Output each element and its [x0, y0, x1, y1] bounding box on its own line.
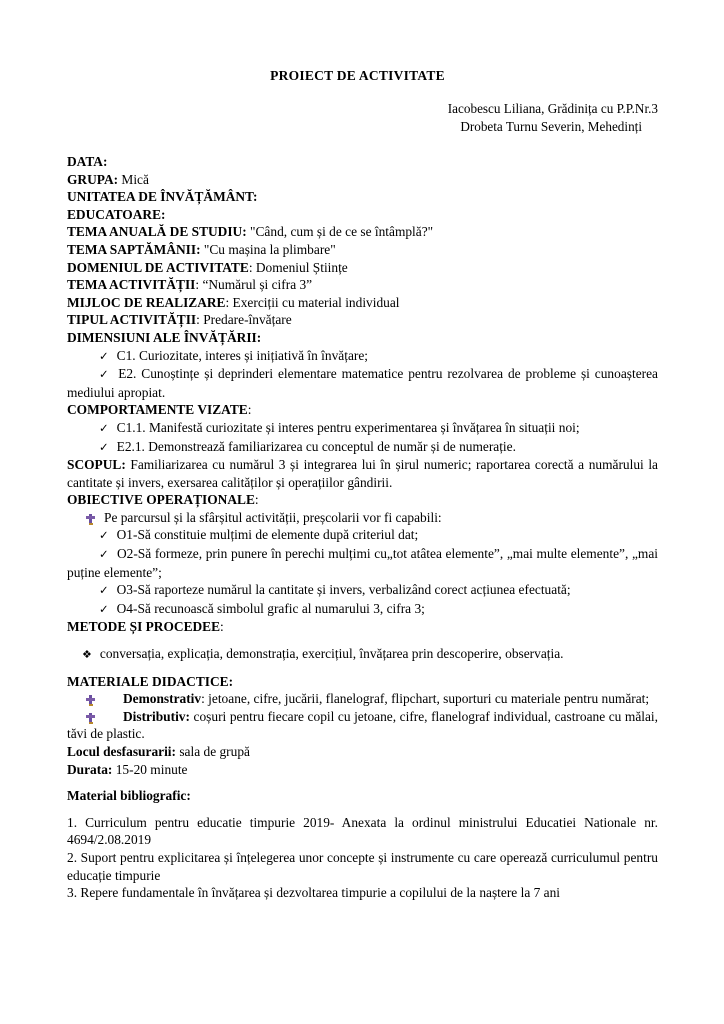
author-name-line: Iacobescu Liliana, Grădinița cu P.P.Nr.3: [447, 101, 658, 116]
section-heading-metode-text: METODE ȘI PROCEDEE: [67, 619, 221, 635]
field-grupa-value: Mică: [118, 171, 149, 187]
field-domeniu-label: DOMENIUL DE ACTIVITATE: [67, 259, 249, 275]
materiale-demonstrativ-label: Demonstrativ: [123, 691, 202, 707]
field-unitate-label: UNITATEA DE ÎNVĂȚĂMÂNT:: [67, 189, 258, 205]
field-grupa: [67, 171, 658, 189]
dart-bullet-icon: [86, 713, 95, 722]
field-tema-activitatii-label: TEMA ACTIVITĂȚII: [67, 277, 196, 293]
field-tema-activitatii: [67, 276, 658, 294]
section-heading-materiale: [67, 673, 658, 691]
obiective-item: [67, 581, 658, 600]
dart-bullet-icon: [86, 695, 95, 704]
check-icon: ✓: [99, 528, 109, 543]
materiale-distributiv-row: [67, 708, 658, 743]
section-heading-comportamente-text: COMPORTAMENTE VIZATE: [67, 402, 248, 418]
field-educatoare-label: EDUCATOARE:: [67, 206, 166, 222]
field-durata-label: Durata:: [67, 761, 113, 777]
section-scopul-label: SCOPUL:: [67, 457, 126, 473]
field-tema-anuala: [67, 223, 658, 241]
obiective-item-text: O4-Să recunoască simbolul grafic al numarului 3, cifra 3;: [116, 600, 425, 616]
author-block: [67, 100, 658, 135]
dimensiuni-item: [67, 347, 658, 366]
comportamente-item: [67, 438, 658, 457]
section-heading-obiective-suffix: :: [254, 492, 259, 508]
field-loc-label: Locul desfasurarii:: [67, 744, 176, 759]
check-icon: ✓: [99, 420, 109, 435]
field-tipul-label: TIPUL ACTIVITĂȚII: [67, 312, 197, 328]
check-icon: ✓: [99, 547, 109, 562]
field-mijloc-label: MIJLOC DE REALIZARE: [67, 294, 226, 310]
section-heading-obiective: [67, 491, 658, 509]
field-tema-activitatii-value: : “Numărul și cifra 3”: [195, 277, 313, 293]
field-domeniu-value: : Domeniul Științe: [248, 259, 348, 275]
field-tema-saptamanii-label: TEMA SAPTĂMÂNII:: [67, 241, 201, 257]
dimensiuni-item-text: E2. Cunoștințe și deprinderi elementare matematice pentru rezolvarea de probleme și cunoașterea mediului apropiat.: [67, 366, 658, 400]
section-heading-comportamente-suffix: :: [247, 402, 252, 418]
check-icon: ✓: [99, 348, 109, 363]
section-heading-materiale-text: MATERIALE DIDACTICE:: [67, 673, 234, 689]
section-heading-comportamente: [67, 401, 658, 419]
field-educatoare: [67, 206, 658, 224]
check-icon: ✓: [99, 367, 111, 382]
obiective-item: [67, 600, 658, 619]
field-tema-saptamanii: [67, 241, 658, 259]
field-loc: [67, 743, 658, 761]
dart-bullet-icon: [86, 514, 95, 523]
field-tipul-value: : Predare-învățare: [196, 312, 292, 328]
obiective-item-text: O3-Să raporteze numărul la cantitate și invers, verbalizând corect acțiunea efectuată;: [116, 582, 571, 598]
page-title: PROIECT DE ACTIVITATE: [270, 68, 445, 83]
section-heading-metode: [67, 618, 658, 636]
comportamente-item-text: C1.1. Manifestă curiozitate și interes pentru experimentarea și învățarea în situații noi;: [116, 419, 580, 435]
dimensiuni-item-text: C1. Curiozitate, interes și inițiativă în învățare;: [116, 347, 369, 363]
field-unitate: [67, 188, 658, 206]
field-data-label: DATA:: [67, 154, 108, 169]
obiective-intro-row: [67, 509, 658, 527]
comportamente-item: [67, 419, 658, 438]
obiective-intro-text: Pe parcursul și la sfârșitul activității, preșcolarii vor fi capabili:: [104, 509, 442, 525]
obiective-item: [67, 545, 658, 581]
diamond-bullet-icon: ❖: [82, 648, 92, 662]
field-loc-value: sala de grupă: [175, 744, 250, 759]
dimensiuni-item: [67, 365, 658, 401]
materiale-distributiv-label: Distributiv:: [123, 708, 190, 724]
materiale-demonstrativ-row: [67, 690, 658, 708]
field-domeniu: [67, 259, 658, 277]
materiale-distributiv-text: coșuri pentru fiecare copil cu jetoane, cifre, flanelograf individual, castroane cu mălai, tăvi de plastic.: [67, 708, 658, 742]
section-heading-obiective-text: OBIECTIVE OPERAȚIONALE: [67, 492, 255, 508]
metode-item: [67, 645, 658, 664]
comportamente-item-text: E2.1. Demonstrează familiarizarea cu conceptul de număr și de numerație.: [116, 438, 516, 454]
section-heading-bibliografie: Material bibliografic:: [67, 788, 191, 804]
field-tema-anuala-value: "Când, cum și de ce se întâmplă?": [246, 224, 434, 240]
check-icon: ✓: [99, 601, 109, 616]
field-tema-saptamanii-value: "Cu mașina la plimbare": [200, 241, 336, 257]
section-scopul-text: Familiarizarea cu numărul 3 și integrarea lui în șirul numeric; raportarea corectă a numărului la cantitate și invers, exersarea calităților și operațiilor gândirii.: [67, 457, 658, 490]
field-mijloc: [67, 294, 658, 312]
bibliografie-item: 2. Suport pentru explicitarea și înțelegerea unor concepte și instrumente cu care operează curriculumul pentru educație timpurie: [67, 849, 658, 883]
obiective-item-text: O1-Să constituie mulțimi de elemente după criteriul dat;: [116, 527, 419, 543]
section-heading-dimensiuni-text: DIMENSIUNI ALE ÎNVĂȚĂRII:: [67, 329, 262, 345]
bibliografie-item: 1. Curriculum pentru educatie timpurie 2019- Anexata la ordinul ministrului Educatiei Nationale nr. 4694/2.08.2019: [67, 814, 658, 848]
field-data: [67, 153, 658, 171]
field-mijloc-value: : Exerciții cu material individual: [225, 294, 400, 310]
field-durata: [67, 761, 658, 779]
section-heading-dimensiuni: [67, 329, 658, 347]
obiective-item-text: O2-Să formeze, prin punere în perechi mulțimi cu„tot atâtea elemente”, „mai multe elemente”, „mai puține elemente”;: [67, 546, 659, 580]
field-tipul: [67, 311, 658, 329]
section-scopul: [67, 456, 658, 491]
bibliografie-item: 3. Repere fundamentale în învățarea și dezvoltarea timpurie a copilului de la naștere la 7 ani: [67, 885, 561, 901]
metode-item-text: conversația, explicația, demonstrația, exercițiul, învățarea prin descoperire, observația.: [99, 646, 564, 662]
field-grupa-label: GRUPA:: [67, 171, 119, 187]
obiective-item: [67, 526, 658, 545]
check-icon: ✓: [99, 439, 109, 454]
section-heading-metode-suffix: :: [220, 619, 224, 635]
field-durata-value: 15-20 minute: [112, 761, 188, 777]
field-tema-anuala-label: TEMA ANUALĂ DE STUDIU:: [67, 224, 247, 240]
check-icon: ✓: [99, 583, 109, 598]
materiale-demonstrativ-text: : jetoane, cifre, jucării, flanelograf, flipchart, suporturi cu materiale pentru numărat;: [201, 691, 650, 707]
author-location-line: Drobeta Turnu Severin, Mehedinți: [460, 118, 642, 134]
